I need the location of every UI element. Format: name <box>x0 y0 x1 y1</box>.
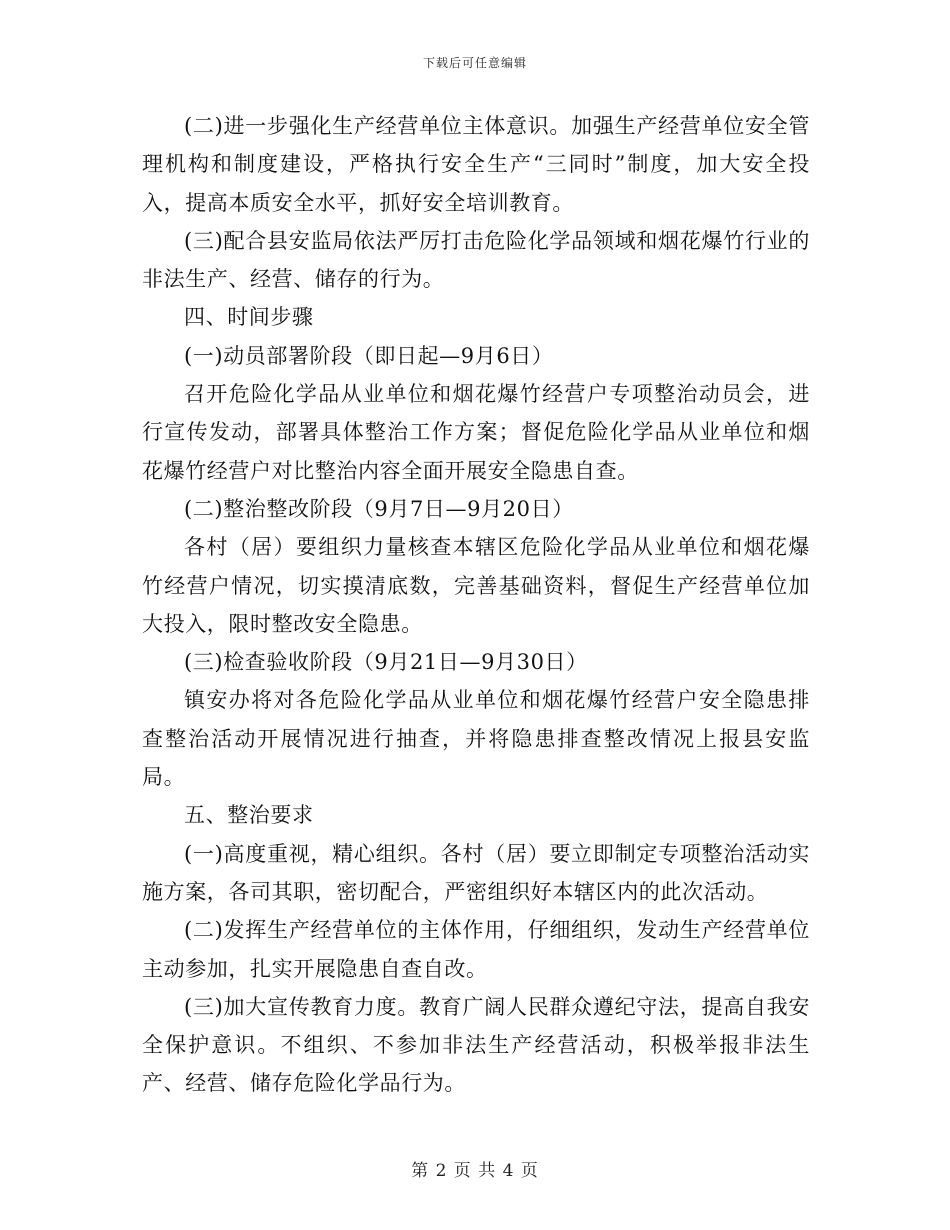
document-body <box>142 107 810 1103</box>
stage-heading-mobilization: (一)动员部署阶段（即日起—9月6日） <box>184 343 554 368</box>
paragraph-crackdown: (三)配合县安监局依法严厉打击危险化学品领域和烟花爆竹行业的非法生产、经营、储存的行为。 <box>142 228 810 292</box>
paragraph-inspection: 镇安办将对各危险化学品从业单位和烟花爆竹经营户安全隐患排查整治活动开展情况进行抽查，并将隐患排查整改情况上报县安监局。 <box>142 688 810 790</box>
paragraph-strengthen-responsibility: (二)进一步强化生产经营单位主体意识。加强生产经营单位安全管理机构和制度建设，严格执行安全生产“三同时”制度，加大安全投入，提高本质安全水平，抓好安全培训教育。 <box>142 114 810 215</box>
section-heading-time-steps: 四、时间步骤 <box>184 305 314 330</box>
paragraph-requirement-main-role: (二)发挥生产经营单位的主体作用，仔细组织，发动生产经营单位主动参加，扎实开展隐患自查自改。 <box>142 918 810 981</box>
paragraph-mobilization: 召开危险化学品从业单位和烟花爆竹经营户专项整治动员会，进行宣传发动，部署具体整治工作方案；督促危险化学品从业单位和烟花爆竹经营户对比整治内容全面开展安全隐患自查。 <box>142 382 810 483</box>
paragraph-requirement-organize: (一)高度重视，精心组织。各村（居）要立即制定专项整治活动实施方案，各司其职，密切配合，严密组织好本辖区内的此次活动。 <box>142 841 810 904</box>
page-header: 下载后可任意编辑 <box>422 56 527 70</box>
stage-heading-rectification: (二)整治整改阶段（9月7日—9月20日） <box>184 496 574 521</box>
stage-heading-inspection: (三)检查验收阶段（9月21日—9月30日） <box>184 650 588 675</box>
paragraph-requirement-publicity: (三)加大宣传教育力度。教育广阔人民群众遵纪守法，提高自我安全保护意识。不组织、不参加非法生产经营活动，积极举报非法生产、经营、储存危险化学品行为。 <box>142 994 810 1096</box>
paragraph-rectification: 各村（居）要组织力量核查本辖区危险化学品从业单位和烟花爆竹经营户情况，切实摸清底数，完善基础资料，督促生产经营单位加大投入，限时整改安全隐患。 <box>142 535 810 636</box>
page-number: 第 2 页 共 4 页 <box>411 1161 539 1181</box>
section-heading-requirements: 五、整治要求 <box>184 803 314 828</box>
